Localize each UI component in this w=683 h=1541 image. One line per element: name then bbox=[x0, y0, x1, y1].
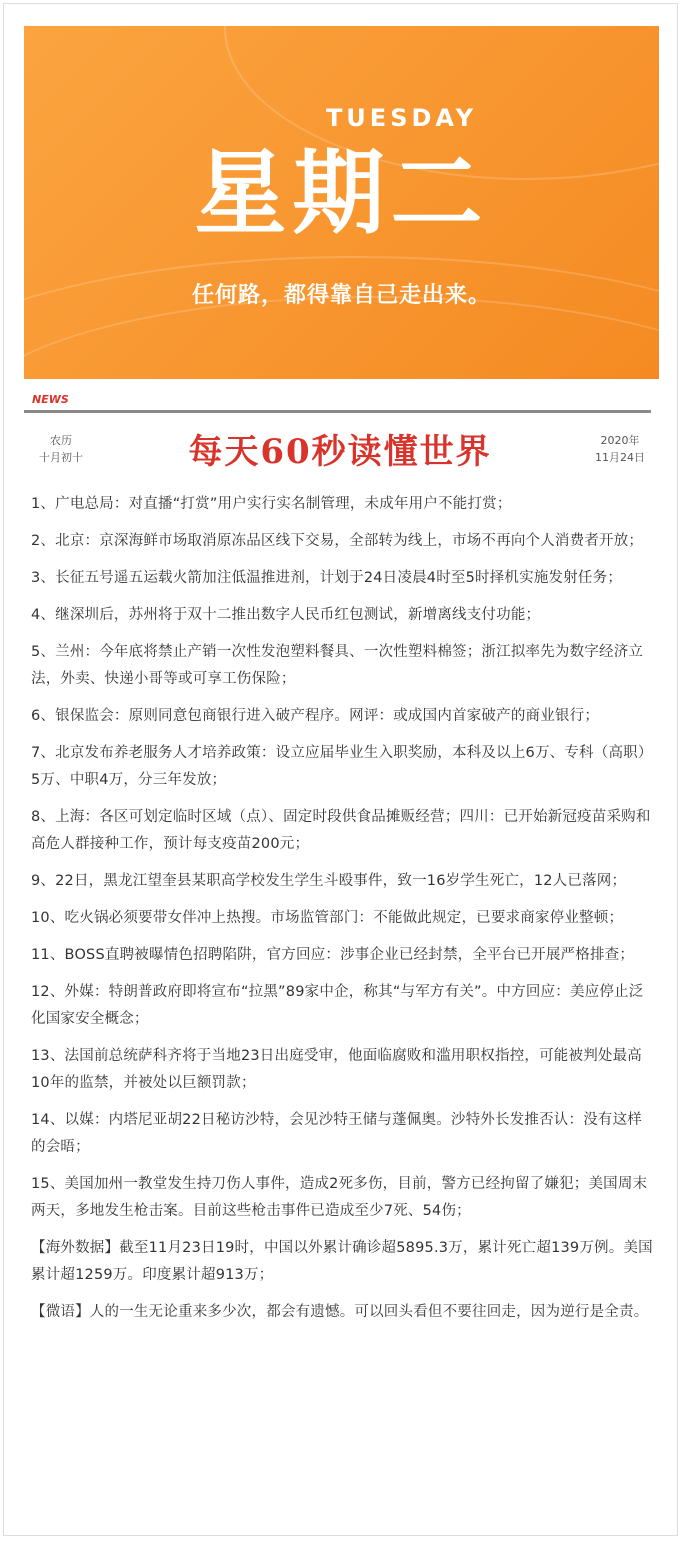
news-item: 15、美国加州一教堂发生持刀伤人事件，造成2死多伤，目前，警方已经拘留了嫌犯；美国周末两天，多地发生枪击案。目前这些枪击事件已造成至少7死、54伤； bbox=[31, 1176, 648, 1219]
date-year: 2020年 bbox=[600, 434, 640, 447]
news-item: 10、吃火锅必须要带女伴冲上热搜。市场监管部门：不能做此规定，已要求商家停业整顿； bbox=[31, 910, 624, 926]
weekday-chinese: 星期二 bbox=[194, 139, 489, 247]
news-item: 3、长征五号遥五运载火箭加注低温推进剂，计划于24日凌晨4时至5时择机实施发射任务； bbox=[31, 570, 623, 586]
news-item: 7、北京发布养老服务人才培养政策：设立应届毕业生入职奖励，本科及以上6万、专科（高职）5万、中职4万，分三年发放； bbox=[31, 745, 653, 788]
gregorian-date bbox=[580, 432, 660, 466]
overseas-data-item: 【海外数据】截至11月23日19时，中国以外累计确诊超5895.3万，累计死亡超139万例。美国累计超1259万。印度累计超913万； bbox=[31, 1240, 653, 1283]
day-banner bbox=[24, 26, 659, 379]
news-item: 5、兰州：今年底将禁止产销一次性发泡塑料餐具、一次性塑料棉签；浙江拟率先为数字经济立法，外卖、快递小哥等或可享工伤保险； bbox=[31, 644, 644, 687]
page-title: 每天60秒读懂世界 bbox=[188, 432, 492, 472]
news-item: 12、外媒：特朗普政府即将宣布“拉黑”89家中企，称其“与军方有关”。中方回应：美应停止泛化国家安全概念； bbox=[31, 984, 644, 1027]
banner-motto: 任何路，都得靠自己走出来。 bbox=[191, 283, 491, 308]
news-item: 6、银保监会：原则同意包商银行进入破产程序。网评：或成国内首家破产的商业银行； bbox=[31, 708, 600, 724]
news-item: 8、上海：各区可划定临时区域（点）、固定时段供食品摊贩经营；四川：已开始新冠疫苗采购和高危人群接种工作，预计每支疫苗200元； bbox=[31, 809, 651, 852]
news-item: 9、22日，黑龙江望奎县某职高学校发生学生斗殴事件，致一16岁学生死亡，12人已落网； bbox=[31, 873, 627, 889]
news-item: 13、法国前总统萨科齐将于当地23日出庭受审，他面临腐败和滥用职权指控，可能被判处最高10年的监禁，并被处以巨额罚款； bbox=[31, 1048, 642, 1091]
divider-rule bbox=[24, 410, 651, 413]
news-item: 11、BOSS直聘被曝情色招聘陷阱，官方回应：涉事企业已经封禁，全平台已开展严格排查； bbox=[31, 947, 635, 963]
date-monthday: 11月24日 bbox=[595, 451, 645, 464]
weekday-english: TUESDAY bbox=[325, 104, 478, 132]
lunar-label: 农历 bbox=[50, 434, 72, 447]
news-list bbox=[31, 491, 653, 1336]
news-item: 14、以媒：内塔尼亚胡22日秘访沙特，会见沙特王储与蓬佩奥。沙特外长发推否认：没有这样的会晤； bbox=[31, 1112, 642, 1155]
section-tag: NEWS bbox=[32, 393, 69, 406]
lunar-date bbox=[26, 432, 96, 466]
news-item: 2、北京：京深海鲜市场取消原冻品区线下交易，全部转为线上，市场不再向个人消费者开放； bbox=[31, 533, 644, 549]
news-item: 4、继深圳后，苏州将于双十二推出数字人民币红包测试，新增离线支付功能； bbox=[31, 607, 541, 623]
quote-item: 【微语】人的一生无论重来多少次，都会有遗憾。可以回头看但不要往回走，因为逆行是全责。 bbox=[31, 1304, 649, 1320]
news-item: 1、广电总局：对直播“打赏”用户实行实名制管理，未成年用户不能打赏； bbox=[31, 496, 512, 512]
lunar-day: 十月初十 bbox=[39, 451, 83, 464]
